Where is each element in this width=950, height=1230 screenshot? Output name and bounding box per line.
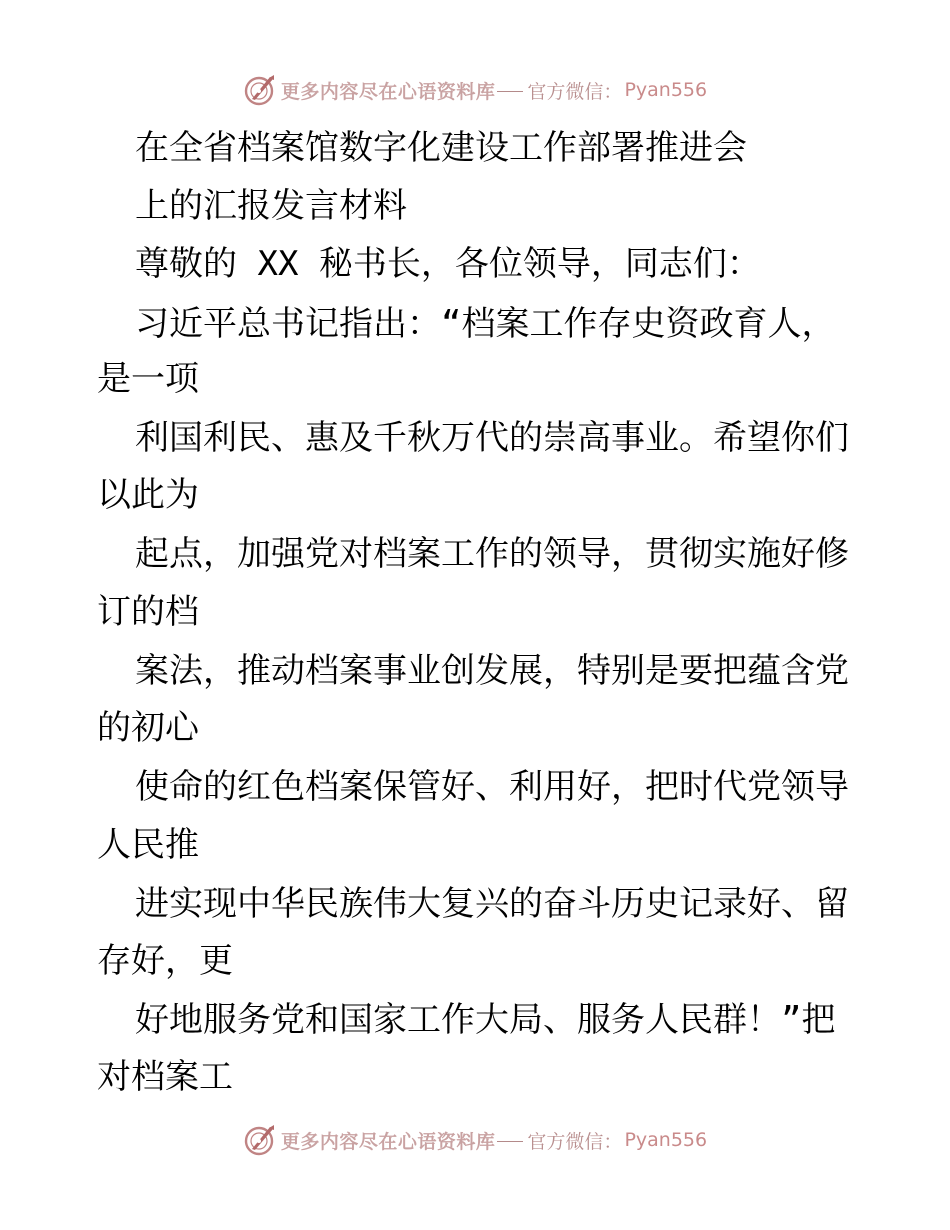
paragraph-line: 的初心 [97, 708, 199, 748]
paragraph-line: 案法，推动档案事业创发展，特别是要把蕴含党 [135, 651, 849, 691]
paragraph-line: 好地服务党和国家工作大局、服务人民群！”把 [135, 1000, 836, 1040]
banner-main-text: 更多内容尽在心语资料库 [280, 1130, 496, 1153]
paragraph-line: 存好，更 [97, 941, 233, 981]
title-line-2: 上的汇报发言材料 [135, 186, 407, 226]
banner-dash [497, 1141, 523, 1142]
paragraph-line: 习近平总书记指出：“档案工作存史资政育人， [135, 304, 836, 344]
salutation: 尊敬的 XX 秘书长，各位领导，同志们： [135, 244, 761, 284]
footer-watermark [0, 1120, 950, 1160]
paragraph-line: 利国利民、惠及千秋万代的崇高事业。希望你们 [135, 418, 849, 458]
paragraph-line: 订的档 [97, 592, 199, 632]
paragraph-line: 是一项 [97, 359, 199, 399]
title-line-1: 在全省档案馆数字化建设工作部署推进会 [135, 128, 747, 168]
quill-logo-icon [243, 1123, 277, 1157]
banner-main-text: 更多内容尽在心语资料库 [280, 80, 496, 103]
paragraph-line: 人民推 [97, 825, 199, 865]
paragraph-line: 以此为 [97, 475, 199, 515]
paragraph-line: 对档案工 [97, 1057, 233, 1097]
paragraph-line: 进实现中华民族伟大复兴的奋斗历史记录好、留 [135, 884, 849, 924]
banner-official-wechat-label: 官方微信： [527, 1130, 623, 1153]
paragraph-line: 使命的红色档案保管好、利用好，把时代党领导 [135, 767, 849, 807]
banner-wechat-id: Pyan556 [624, 1129, 708, 1151]
banner-official-wechat-label: 官方微信： [527, 80, 623, 103]
banner-wechat-id: Pyan556 [624, 79, 708, 101]
paragraph-line: 起点，加强党对档案工作的领导，贯彻实施好修 [135, 534, 849, 574]
